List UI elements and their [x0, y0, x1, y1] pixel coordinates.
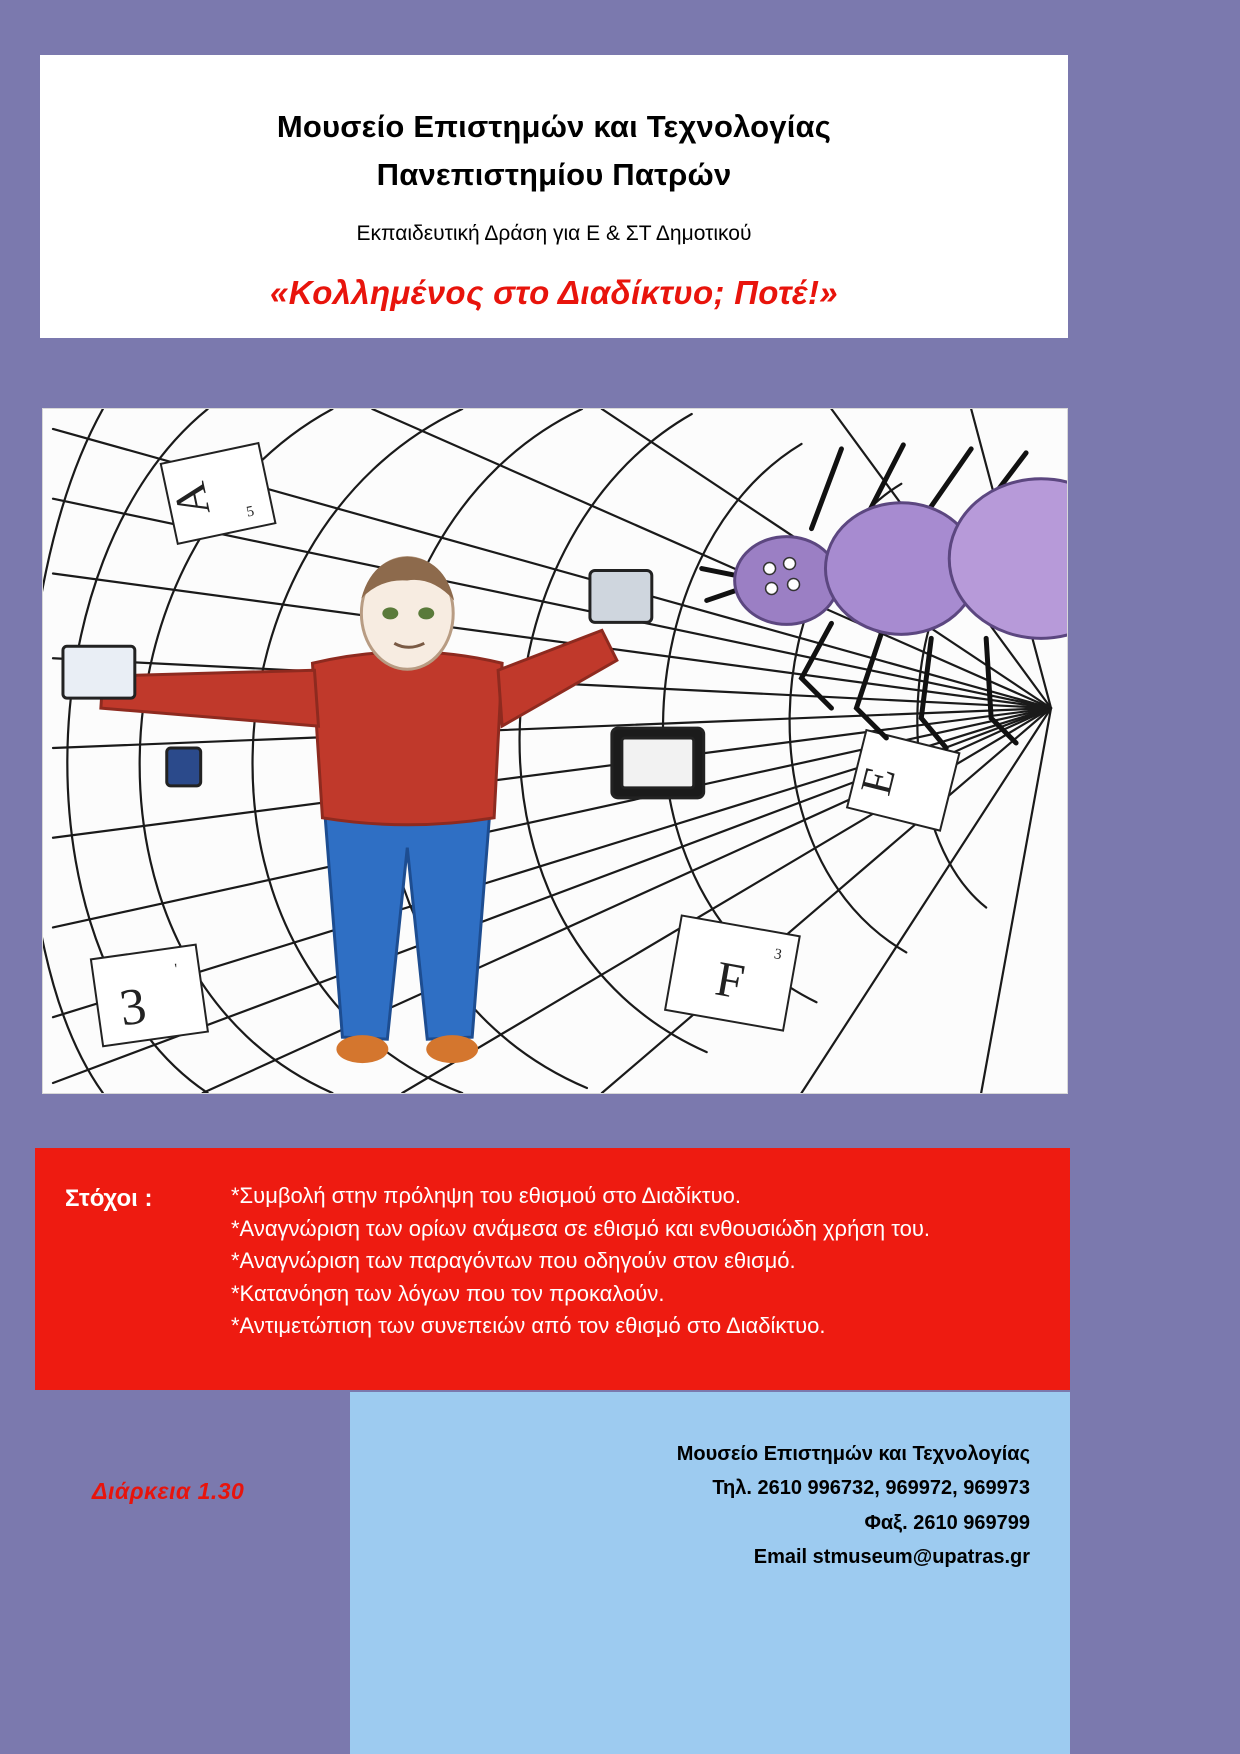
- objectives-label: Στόχοι :: [65, 1185, 153, 1212]
- objective-item: *Αναγνώριση των ορίων ανάμεσα σε εθισμό και ενθουσιώδη χρήση του.: [231, 1215, 930, 1241]
- svg-text:': ': [173, 961, 179, 978]
- contact-fax: Φαξ. 2610 969799: [864, 1511, 1030, 1534]
- svg-text:5: 5: [245, 503, 256, 521]
- svg-text:3: 3: [116, 977, 150, 1038]
- objective-item: *Κατανόηση των λόγων που τον προκαλούν.: [231, 1280, 665, 1306]
- objectives-list: [231, 1180, 1051, 1343]
- contact-panel: [350, 1392, 1070, 1754]
- svg-text:A: A: [162, 478, 220, 522]
- contact-phone: Τηλ. 2610 996732, 969972, 969973: [712, 1477, 1030, 1500]
- svg-text:F: F: [711, 950, 749, 1010]
- activity-title: «Κολλημένος στο Διαδίκτυο; Ποτέ!»: [270, 274, 838, 312]
- museum-title-line-1: Μουσείο Επιστημών και Τεχνολογίας: [276, 109, 832, 144]
- spider-web-drawing: [43, 409, 1067, 1093]
- svg-text:3: 3: [772, 946, 784, 964]
- museum-title-line-2: Πανεπιστημίου Πατρών: [376, 157, 732, 193]
- duration-label: Διάρκεια 1.30: [92, 1478, 245, 1504]
- contact-org: Μουσείο Επιστημών και Τεχνολογίας: [676, 1443, 1030, 1465]
- objective-item: *Αναγνώριση των παραγόντων που οδηγούν στον εθισμό.: [231, 1248, 796, 1274]
- objectives-box: [35, 1148, 1070, 1390]
- person-illustration: [43, 409, 1067, 1093]
- objective-item: *Συμβολή στην πρόληψη του εθισμού στο Διαδίκτυο.: [231, 1183, 741, 1208]
- illustration-frame: [42, 408, 1068, 1094]
- contact-email[interactable]: Email stmuseum@upatras.gr: [753, 1546, 1030, 1569]
- header-panel: [40, 55, 1068, 338]
- objective-item: *Αντιμετώπιση των συνεπειών από τον εθισμό στο Διαδίκτυο.: [231, 1313, 826, 1339]
- svg-text:E: E: [851, 762, 905, 800]
- activity-subtitle: Εκπαιδευτική Δράση για Ε & ΣΤ Δημοτικού: [356, 222, 752, 246]
